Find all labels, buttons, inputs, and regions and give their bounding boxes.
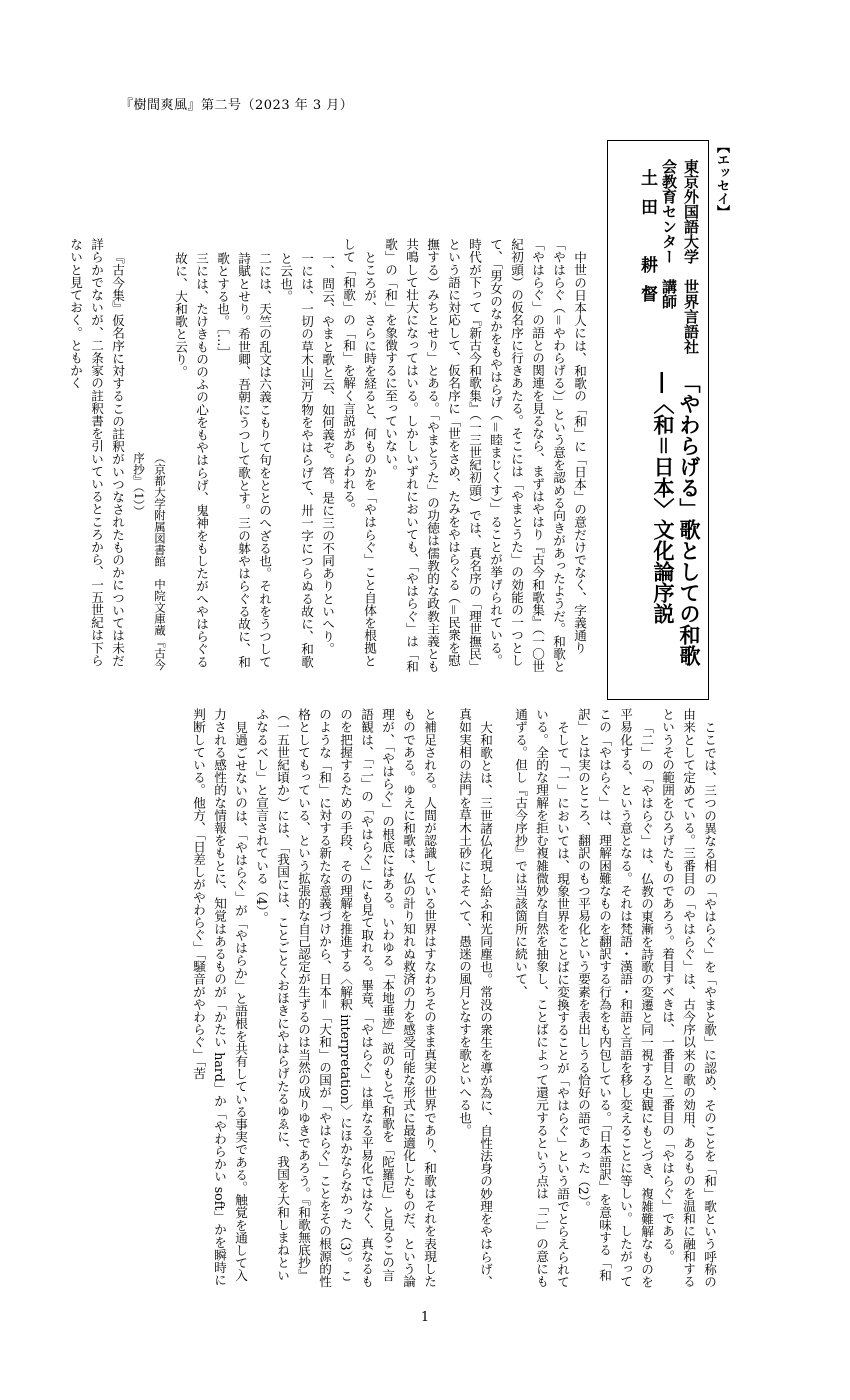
quote-line: 二には、天竺の乱文は六義こもりて句をととのへざる也。それをうつして詩賦とせり。希世卿、吾朝にうつして歌とす。三の躰やはらぐる故に、和歌とする也。［…］ [215,252,272,668]
paragraph: ところが、さらに時を経ると、何ものかを「やはらぐ」こと自体を根拠として「和歌」の「和」を解く言説があらわれる。 [341,238,377,667]
essay-tag: 【エッセイ】 [714,140,729,218]
quote-line: 三には、たけきもののふの心をもやはらげ、鬼神をもしたがへやはらぐる故に、大和歌と云り。 [173,252,209,668]
author-name: 土田 耕督 [637,169,657,314]
affiliation: 東京外国語大学 世界言語社会教育センター 講師 [660,159,700,354]
quoted-passage: 大和歌とは、三世諸仏化現し給ふ和光同塵也。常没の衆生を導が為に、自性法身の妙理をやはらげ、真如実相の法門を草木土砂によそへて、愚迷の風月となすを歌といへる也。 [457,708,493,1288]
title-box [607,140,709,700]
paragraph: 見過ごせないのは、「やはらぐ」が「やはらか」と語根を共有している事実である。触覚を通して入力される感性的な情報をもとに、知覚はあるものが「かたい hard」か「やわらかい soft」かを瞬時に判断している。他方、「日差しがやわらぐ」「騒音がやわらぐ」「苦 [191,708,248,1287]
page-number: 1 [420,1310,430,1325]
body-bottom [120,708,720,1288]
paragraph: ここでは、三つの異なる相の「やはらぐ」を「やまと歌」に認め、そのことを「和」歌という呼称の由来として定めている。三番目の「やはらぐ」は、古今序以来の歌の効用、あるものを温和に融和するというその範囲をひろげたものであろう。着目すべきは、一番目と二番目の「やはらぐ」である。 [660,708,717,1288]
body-top [68,238,590,678]
quote-line: 一には、一切の草木山河万物をやはらげて、卅一字につらぬる故に、和歌と云也。 [278,252,314,668]
journal-header: 『樹間爽風』第二号（2023 年 3 月） [120,98,354,113]
quote-line: 一、問云、やまと歌と云、如何義ぞ。答。是に三の不同ありといへり。 [320,252,335,656]
paragraph: と補足される。人間が認識している世界はすなわちそのまま真実の世界であり、和歌はそれを表現したものである。ゆえに和歌は、仏の計り知れぬ救済の力を感受可能な形式に最適化したものだ、という論理が、「やはらぐ」の根底にはある。いわゆる「本地垂迹」説のもとで和歌を「陀羅尼」と見るこの言語観は、「二」の「やはらぐ」にも見て取れる。畢竟、「やはらぐ」は単なる平易化ではなく、真なるものを把握するための手段、その理解を推進する〈解釈 interpretation〉にほかならなかった（3）。このような「和」に対する新たな意義づけから、日本＝「大和」の国が「やはらぐ」ことをその根源的性格としてもっている、という拡張的な自己認定が生ずるのは当然の成りゆきであろう。『和歌無底抄』（一五世紀頃か）には、「我国には、ことごとくおほきにやはらげたるゆゑに、我国を大和しまねといふなるべし」と宣言されている（4）。 [254,708,437,1288]
essay-title: 「やわらげる」歌としての和歌―〈和＝日本〉文化論序説 [651,372,702,667]
quote-source: （京都大学附属図書館 中院文庫蔵『古今序抄』（1）） [132,452,167,671]
paragraph: 中世の日本人には、和歌の「和」に「日本」の意だけでなく、字義通り「やはらぐ（＝やわらげる）」という意を認める向きがあったようだ。和歌と「やはらぐ」の語との関連を見るなら、まずはやはり『古今和歌集』（一〇世紀初頭）の仮名序に行きあたる。そこには「やまとうた」の効能の一つとして、「男女のなかをもやはらげ（＝睦まじくす）」ることが挙げられている。時代が下って『新古今和歌集』（一三世紀初頭）では、真名序の「理世撫民」という語に対応して、仮名序に「世をさめ、たみをやはらぐる（＝民衆を慰撫する）みちとせり」とある。「やまとうた」の功徳は儒教的な政教主義とも共鳴して壮大になってはいる。しかしいずれにおいても、「やはらぐ」は「和歌」の「和」を象徴するに至っていない。 [383,238,587,673]
quotation [128,238,338,678]
paragraph: 「二」の「やはらぐ」は、仏教の東漸を詩歌の変遷と同一視する史観にもとづき、複雑難解なものを平易化する、という意となる。それは梵語・漢語・和語と言語を移し変えることに等しい。したがってこの「やはらぐ」は、理解困難なものを翻訳する行為をも内包している。「日本語訳」を意味する「和訳」とは実のところ、翻訳のもつ平易化という要素を表出しうる恰好の語であった（2）。 [576,708,654,1288]
author-block [614,159,702,358]
paragraph: そして「一」においては、現象世界をことばに変換することが「やはらぐ」という語でとらえられている。全的な理解を拒む複雑微妙な自然を抽象し、ことばによって還元するという点は「二」の意にも通ずる。但し『古今序抄』では当該箇所に続いて、 [513,708,570,1288]
paragraph: 『古今集』仮名序に対するこの註釈がいつなされたものかについては未だ詳らかでないが、二条家の註釈書を引いているところから、一五世紀は下らないと見ておく。ともかく [68,238,125,667]
